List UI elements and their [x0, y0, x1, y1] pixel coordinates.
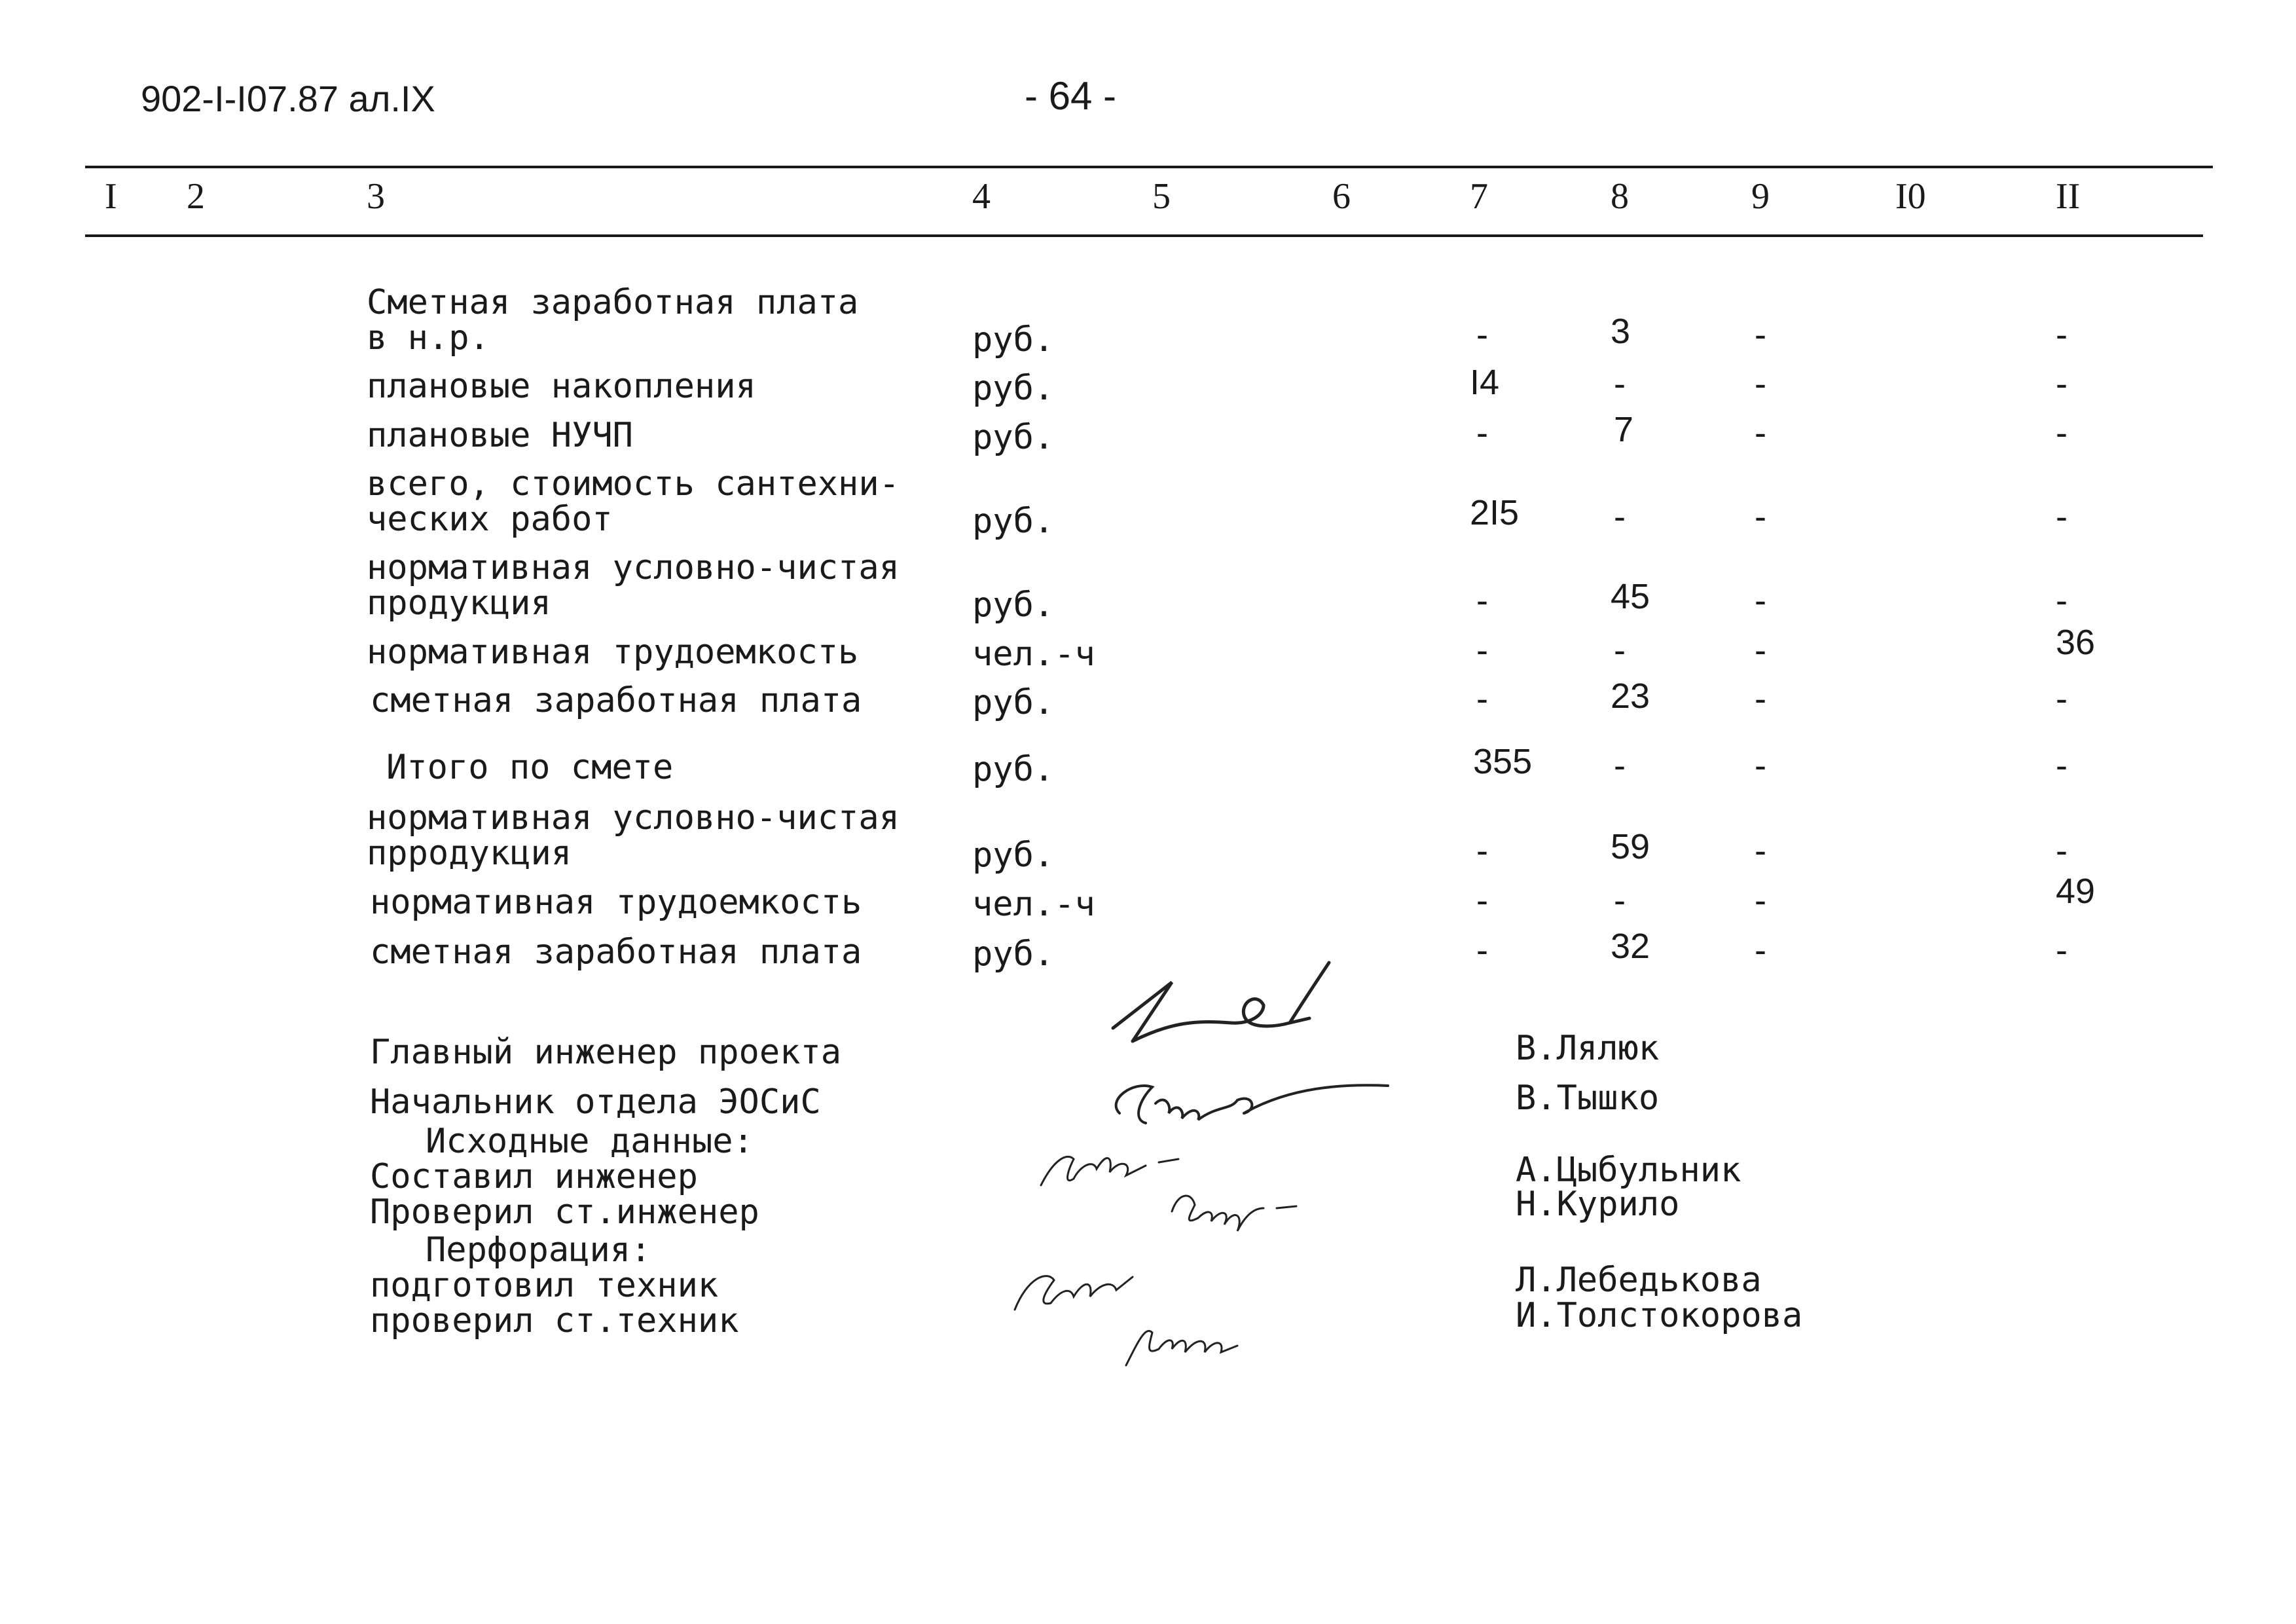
- column-header-2: 2: [187, 176, 205, 217]
- role-dept-head: Начальник отдела ЭОСиС: [370, 1082, 821, 1122]
- table-cell-col9: -: [1755, 631, 1766, 670]
- table-row-label-cont: продукция: [367, 583, 551, 623]
- table-row-unit: руб.: [972, 418, 1055, 457]
- table-row-label: сметная заработная плата: [370, 932, 862, 972]
- table-cell-col7: -: [1476, 931, 1488, 970]
- table-cell-col8: 32: [1611, 927, 1650, 966]
- table-cell-col7: -: [1476, 315, 1488, 354]
- table-row-unit: чел.-ч: [972, 635, 1095, 674]
- role-chief-engineer: Главный инженер проекта: [370, 1033, 842, 1072]
- signature-chief-engineer-icon: [1093, 943, 1408, 1061]
- table-row-label: плановые накопления: [367, 367, 756, 406]
- table-cell-col11: 36: [2056, 623, 2096, 662]
- role-checked: Проверил ст.инженер: [370, 1192, 759, 1232]
- table-cell-col11: -: [2056, 413, 2068, 452]
- name-prepared: Л.Лебедькова: [1516, 1261, 1762, 1300]
- table-cell-col8: 23: [1611, 676, 1650, 716]
- table-row-unit: чел.-ч: [972, 885, 1095, 924]
- table-cell-col7: -: [1476, 881, 1488, 920]
- table-cell-col7: -: [1476, 413, 1488, 452]
- table-cell-col11: -: [2056, 364, 2068, 403]
- table-cell-col8: 45: [1611, 577, 1650, 616]
- table-cell-col7: -: [1476, 679, 1488, 718]
- table-cell-col8: -: [1614, 631, 1626, 670]
- column-header-6: 6: [1332, 176, 1351, 217]
- table-row-unit: руб.: [972, 585, 1055, 625]
- column-header-4: 4: [972, 176, 991, 217]
- column-header-3: 3: [367, 176, 385, 217]
- table-cell-col8: -: [1614, 746, 1626, 785]
- table-cell-col11: -: [2056, 315, 2068, 354]
- table-row-label-cont: ческих работ: [367, 500, 613, 539]
- table-cell-col9: -: [1755, 497, 1766, 536]
- signature-dept-head-icon: [1093, 1048, 1421, 1139]
- table-row-unit: руб.: [972, 750, 1055, 789]
- role-prepared: подготовил техник: [370, 1266, 719, 1305]
- column-header-7: 7: [1470, 176, 1488, 217]
- table-cell-col9: -: [1755, 881, 1766, 920]
- table-row-label: сметная заработная плата: [370, 681, 862, 720]
- name-dept-head: В.Тышко: [1516, 1079, 1660, 1118]
- table-row-unit: руб.: [972, 320, 1055, 360]
- table-cell-col8: -: [1614, 497, 1626, 536]
- table-cell-col9: -: [1755, 413, 1766, 452]
- table-top-rule: [85, 166, 2213, 168]
- role-verified: проверил ст.техник: [370, 1301, 739, 1340]
- table-cell-col11: -: [2056, 831, 2068, 870]
- heading-perforation: Перфорация:: [426, 1230, 651, 1270]
- table-cell-col11: -: [2056, 679, 2068, 718]
- table-cell-col9: -: [1755, 679, 1766, 718]
- table-cell-col11: -: [2056, 746, 2068, 785]
- table-row-label: нормативная трудоемкость: [370, 883, 862, 922]
- column-header-1: I: [105, 176, 117, 217]
- table-cell-col11: 49: [2056, 872, 2096, 911]
- table-cell-col8: 7: [1614, 410, 1634, 449]
- table-cell-col8: 3: [1611, 312, 1631, 351]
- name-compiled: А.Цыбульник: [1516, 1151, 1741, 1190]
- table-cell-col9: -: [1755, 746, 1766, 785]
- table-cell-col7: -: [1476, 831, 1488, 870]
- name-checked: Н.Курило: [1516, 1185, 1680, 1224]
- table-cell-col9: -: [1755, 364, 1766, 403]
- role-compiled: Составил инженер: [370, 1157, 698, 1196]
- table-row-label: всего, стоимость сантехни-: [367, 464, 900, 504]
- signature-checked-icon: [1159, 1172, 1309, 1244]
- column-header-8: 8: [1611, 176, 1629, 217]
- document-code: 902-I-I07.87 ал.IX: [141, 78, 435, 119]
- column-header-5: 5: [1152, 176, 1171, 217]
- table-header-bottom-rule: [85, 234, 2203, 237]
- table-row-label-cont: в н.р.: [367, 318, 490, 358]
- name-verified: И.Толстокорова: [1516, 1296, 1803, 1335]
- column-header-11: II: [2056, 176, 2081, 217]
- table-cell-col8: 59: [1611, 827, 1650, 866]
- table-row-total-label: Итого по смете: [386, 748, 674, 787]
- signature-verified-icon: [1106, 1300, 1264, 1378]
- heading-source-data: Исходные данные:: [426, 1122, 754, 1161]
- table-cell-col9: -: [1755, 831, 1766, 870]
- table-cell-col11: -: [2056, 581, 2068, 620]
- table-row-label: Сметная заработная плата: [367, 283, 859, 322]
- page-number: - 64 -: [1025, 74, 1117, 118]
- table-row-unit: руб.: [972, 934, 1055, 974]
- table-row-unit: руб.: [972, 836, 1055, 875]
- table-row-label: плановые НУЧП: [367, 416, 633, 455]
- table-row-label-cont: прродукция: [367, 834, 572, 873]
- table-cell-col9: -: [1755, 581, 1766, 620]
- table-cell-col7: -: [1476, 631, 1488, 670]
- table-row-label: нормативная трудоемкость: [367, 633, 859, 672]
- table-row-label: нормативная условно-чистая: [367, 798, 900, 838]
- table-cell-col11: -: [2056, 497, 2068, 536]
- column-header-9: 9: [1751, 176, 1770, 217]
- table-cell-col8: -: [1614, 881, 1626, 920]
- column-header-10: I0: [1895, 176, 1926, 217]
- table-cell-col7: 2I5: [1470, 493, 1520, 532]
- table-cell-col7: -: [1476, 581, 1488, 620]
- table-cell-col9: -: [1755, 931, 1766, 970]
- table-row-unit: руб.: [972, 369, 1055, 408]
- table-row-unit: руб.: [972, 502, 1055, 541]
- name-chief-engineer: В.Лялюк: [1516, 1029, 1660, 1068]
- table-cell-col7: I4: [1470, 363, 1500, 402]
- table-row-label: нормативная условно-чистая: [367, 548, 900, 587]
- table-cell-col9: -: [1755, 315, 1766, 354]
- table-cell-col11: -: [2056, 931, 2068, 970]
- table-row-unit: руб.: [972, 683, 1055, 722]
- table-cell-col8: -: [1614, 364, 1626, 403]
- table-cell-col7: 355: [1473, 742, 1533, 781]
